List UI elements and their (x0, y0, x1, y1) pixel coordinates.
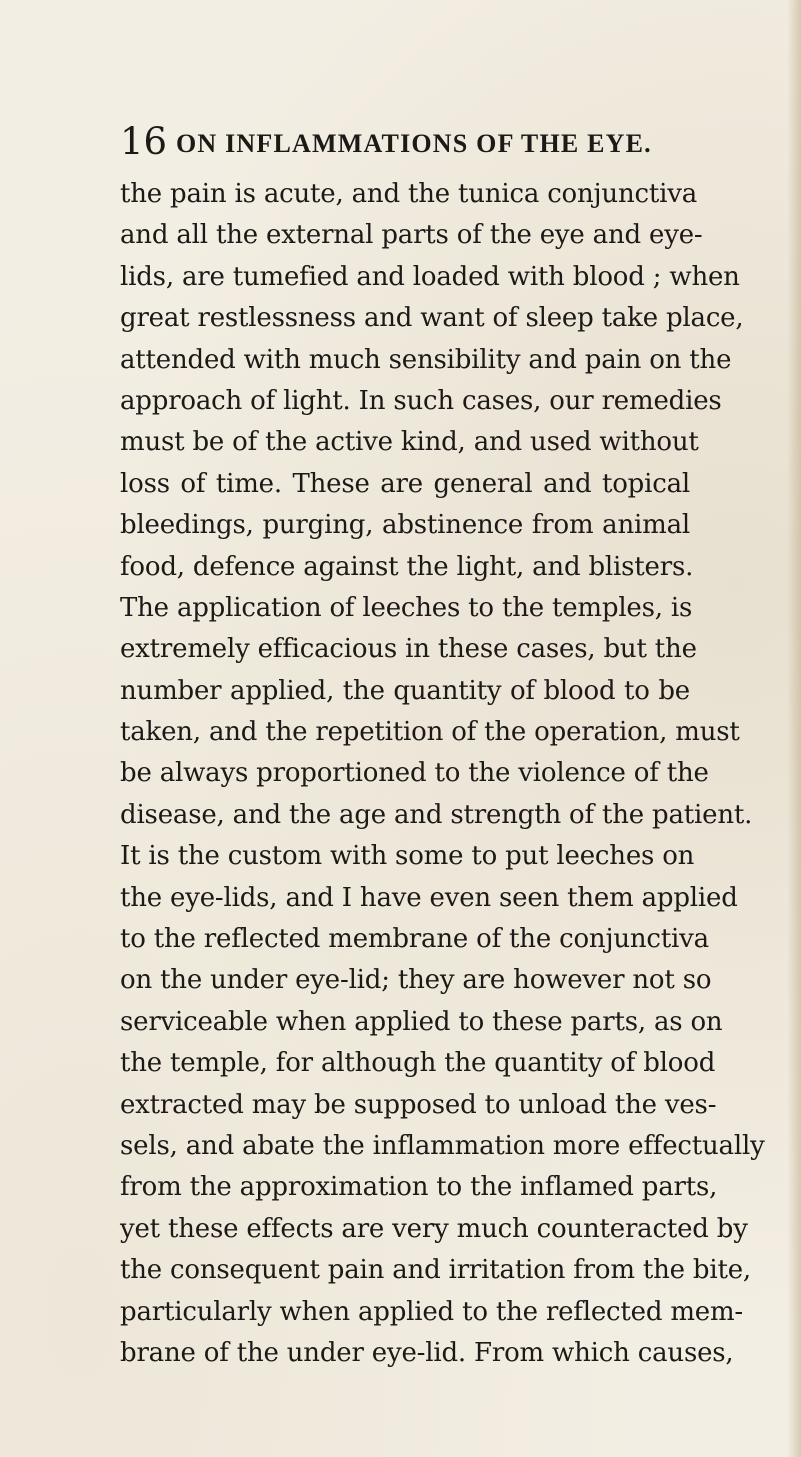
text-line: the eye-lids, and I have even seen them applied (120, 882, 738, 913)
text-line: from the approximation to the inflamed parts, (120, 1172, 718, 1203)
text-line: It is the custom with some to put leeches on (120, 841, 695, 872)
text-line: loss of time. These are general and topical (120, 468, 690, 499)
text-line: yet these effects are very much counteracted by (120, 1213, 748, 1244)
text-line: particularly when applied to the reflected mem- (120, 1296, 744, 1327)
text-line: on the under eye-lid; they are however not so (120, 965, 712, 996)
text-line: sels, and abate the inflammation more effectually (120, 1130, 765, 1161)
text-line: the pain is acute, and the tunica conjunctiva (120, 179, 698, 209)
text-line: The application of leeches to the temples, is (120, 592, 693, 623)
text-line: must be of the active kind, and used without (120, 427, 699, 458)
text-line: approach of light. In such cases, our remedies (120, 385, 722, 416)
text-line: the temple, for although the quantity of blood (120, 1048, 716, 1079)
page-edge-shadow (787, 0, 801, 1457)
text-line: number applied, the quantity of blood to be (120, 675, 690, 706)
text-line: brane of the under eye-lid. From which causes, (120, 1337, 734, 1368)
text-line: the consequent pain and irritation from the bite, (120, 1255, 751, 1286)
text-line: taken, and the repetition of the operation, must (120, 717, 740, 748)
text-line: extracted may be supposed to unload the ves- (120, 1089, 717, 1120)
running-head: ON INFLAMMATIONS OF THE EYE. (176, 129, 652, 158)
text-line: to the reflected membrane of the conjunctiva (120, 924, 709, 955)
text-line: and all the external parts of the eye and eye- (120, 220, 703, 251)
text-line: be always proportioned to the violence of the (120, 758, 709, 789)
text-line: great restlessness and want of sleep take place, (120, 303, 744, 334)
text-line: attended with much sensibility and pain on the (120, 344, 732, 375)
page-header (120, 120, 680, 170)
page-number: 16 (120, 120, 168, 163)
text-line: disease, and the age and strength of the patient. (120, 799, 753, 830)
text-line: extremely efficacious in these cases, but the (120, 634, 697, 665)
text-line: food, defence against the light, and blisters. (120, 551, 694, 582)
text-line: bleedings, purging, abstinence from animal (120, 510, 690, 541)
text-line: lids, are tumefied and loaded with blood ; when (120, 261, 740, 292)
body-paragraph (120, 174, 765, 1374)
text-line: serviceable when applied to these parts, as on (120, 1006, 723, 1037)
